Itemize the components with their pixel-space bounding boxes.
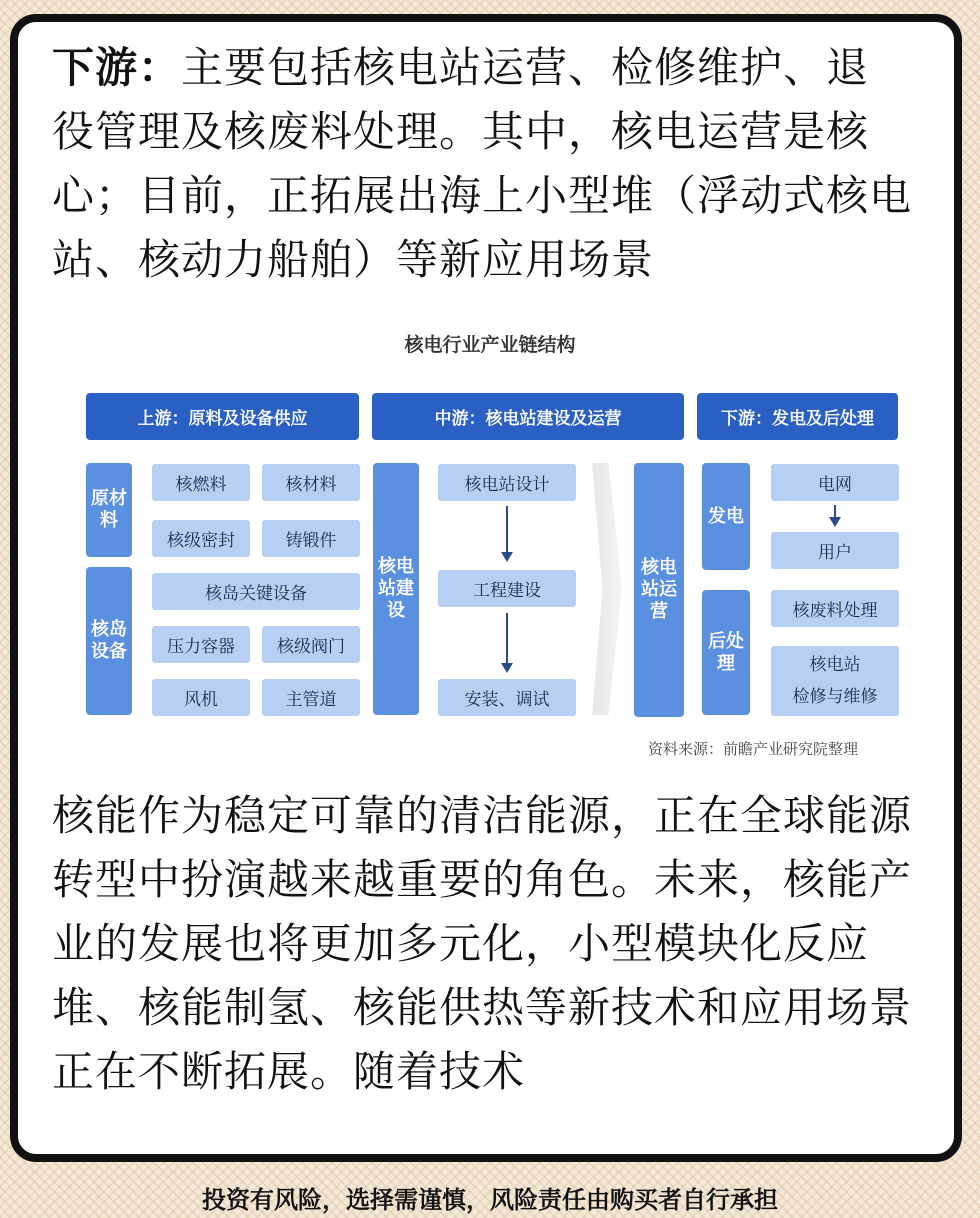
box-pressure-vessel: 压力容器: [152, 626, 250, 663]
plant-operation-label: 核电站运营: [634, 463, 684, 717]
box-waste-processing: 核废料处理: [771, 590, 899, 627]
intro-lead: 下游：: [52, 43, 182, 92]
maintenance-line-2: 检修与维修: [792, 687, 878, 707]
risk-disclaimer: 投资有风险，选择需谨慎，风险责任由购买者自行承担: [202, 1186, 778, 1214]
plant-construction-label: 核电站建设: [373, 463, 419, 715]
downstream-header: 下游：发电及后处理: [697, 393, 898, 440]
box-nuclear-material: 核材料: [262, 464, 360, 501]
upstream-header: 上游：原料及设备供应: [86, 393, 359, 440]
box-power-grid: 电网: [771, 464, 899, 501]
chevron-right-icon: [592, 463, 622, 715]
box-plant-design: 核电站设计: [438, 464, 576, 501]
box-plant-maintenance: [771, 646, 899, 716]
intro-text: 主要包括核电站运营、检修维护、退役管理及核废料处理。其中，核电运营是核心；目前，正拓展出海上小型堆（浮动式核电站、核动力船舶）等新应用场景: [52, 43, 913, 284]
arrow-down-icon: [506, 613, 508, 671]
raw-materials-label: 原材料: [86, 463, 132, 557]
power-generation-label: 发电: [702, 463, 750, 570]
box-castings-forgings: 铸锻件: [262, 520, 360, 557]
box-nuclear-valve: 核级阀门: [262, 626, 360, 663]
body-paragraph: 核能作为稳定可靠的清洁能源，正在全球能源转型中扮演越来越重要的角色。未来，核能产业的发展也将更加多元化，小型模块化反应堆、核能制氢、核能供热等新技术和应用场景正在不断拓展。随着技术: [52, 791, 913, 1096]
diagram-title: 核电行业产业链结构: [404, 334, 576, 356]
nuclear-island-equipment-label: 核岛设备: [86, 567, 132, 715]
arrow-down-icon: [834, 505, 836, 525]
maintenance-line-1: 核电站: [809, 655, 861, 675]
arrow-down-icon: [506, 506, 508, 560]
midstream-header: 中游：核电站建设及运营: [372, 393, 684, 440]
box-main-pipe: 主管道: [262, 679, 360, 716]
box-installation-debugging: 安装、调试: [438, 679, 576, 716]
post-processing-label: 后处理: [702, 590, 750, 715]
box-fan: 风机: [152, 679, 250, 716]
box-users: 用户: [771, 532, 899, 569]
box-nuclear-seal: 核级密封: [152, 520, 250, 557]
box-engineering-construction: 工程建设: [438, 570, 576, 607]
box-nuclear-fuel: 核燃料: [152, 464, 250, 501]
box-key-equipment: 核岛关键设备: [152, 573, 360, 610]
source-note: 资料来源：前瞻产业研究院整理: [648, 740, 859, 758]
